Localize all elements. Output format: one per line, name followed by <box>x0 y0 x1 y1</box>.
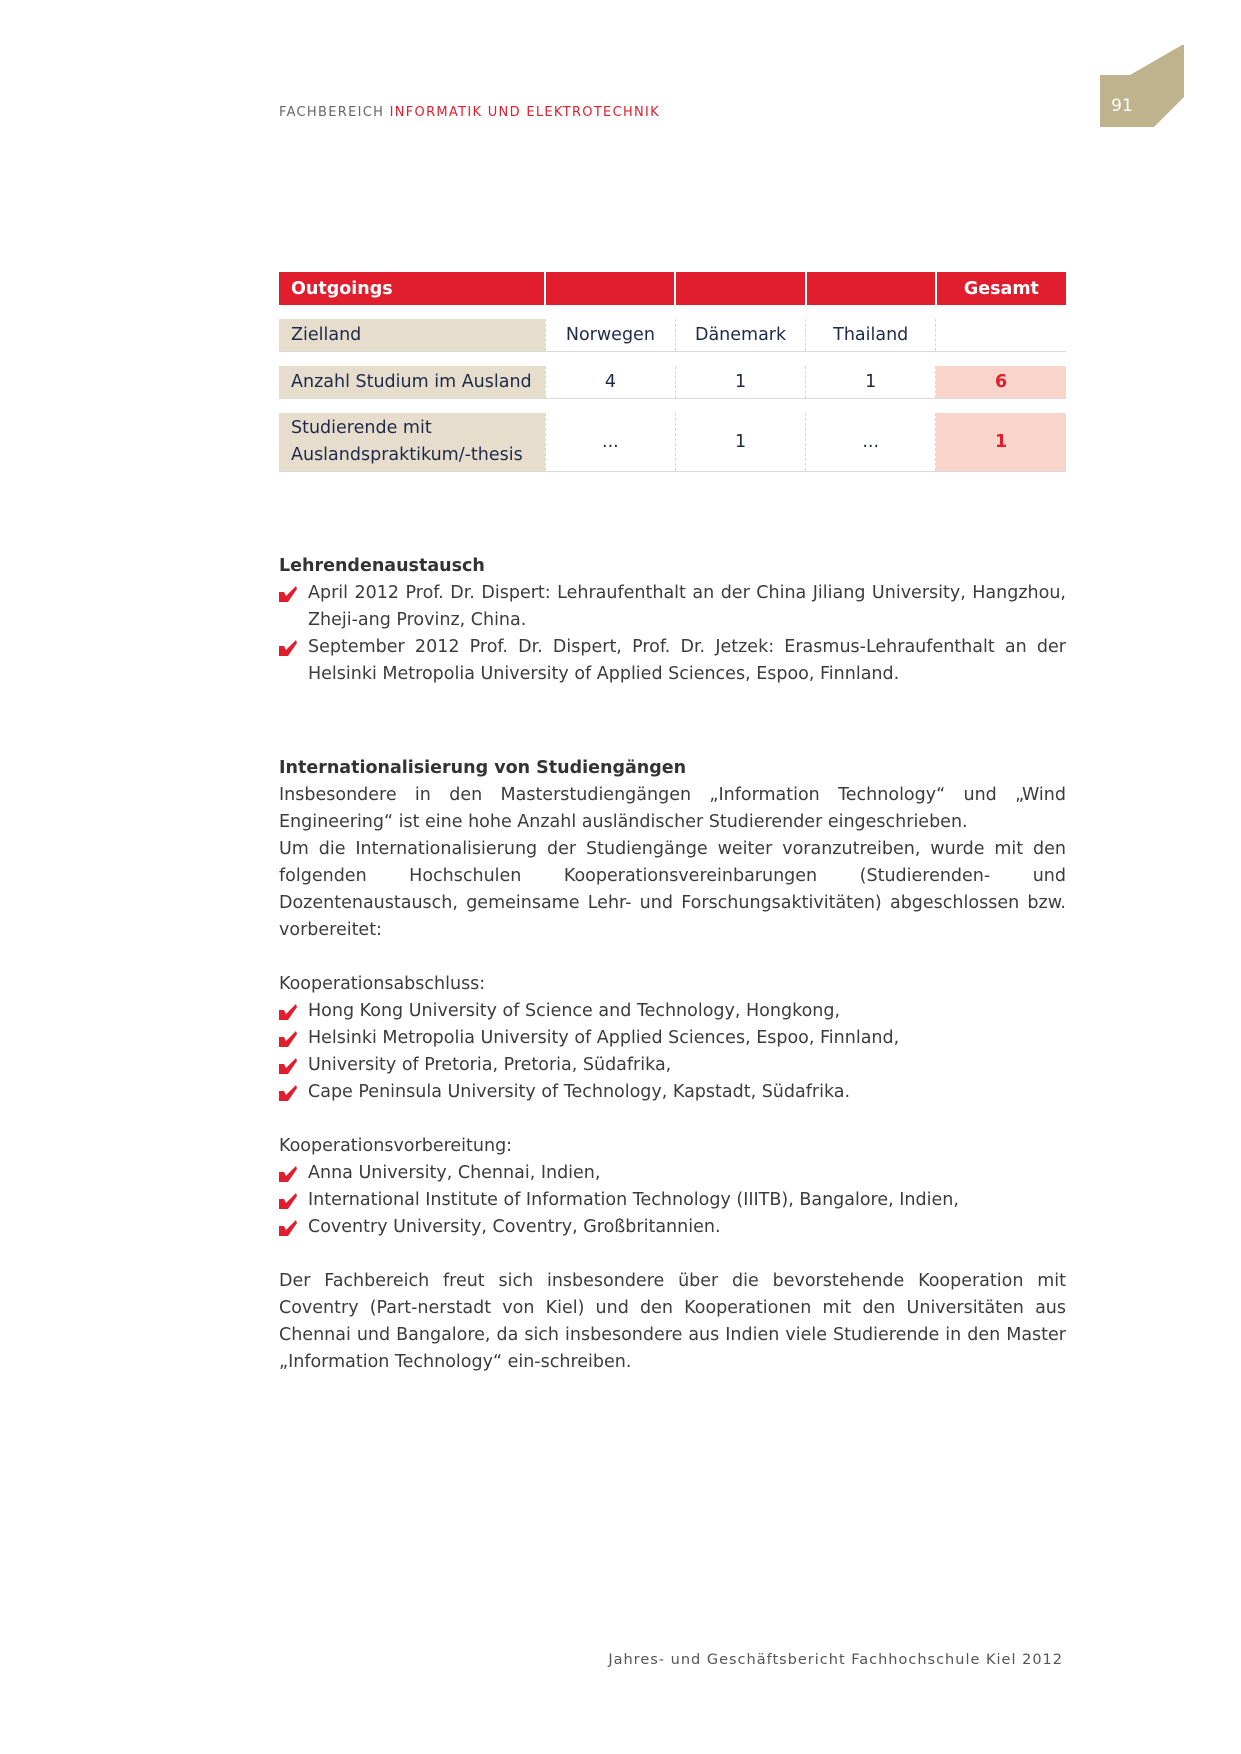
list-item-text: Cape Peninsula University of Technology, Kapstadt, Südafrika. <box>308 1082 851 1102</box>
row-label-line: Studierende mit <box>291 418 432 438</box>
check-bullet-icon <box>279 1031 297 1047</box>
paragraph: Um die Internationalisierung der Studiengänge weiter voranzutreiben, wurde mit den folgenden Hochschulen Kooperationsvereinbarungen (Studierenden- und Dozentenaustausch, gemeinsame Lehr- und Forschungsaktivitäten) abgeschlossen bzw. vorbereitet: <box>279 839 1066 940</box>
total-cell: 6 <box>936 366 1066 399</box>
list-item <box>279 1160 1066 1187</box>
list-item <box>279 998 1066 1025</box>
header-prefix: FACHBEREICH <box>279 105 385 120</box>
list-item-text: Helsinki Metropolia University of Applied Sciences, Espoo, Finnland, <box>308 1028 900 1048</box>
outgoings-table <box>279 272 1066 472</box>
list-item-text: Coventry University, Coventry, Großbritannien. <box>308 1217 721 1237</box>
list-item <box>279 1214 1066 1241</box>
table-cell: Thailand <box>806 319 936 352</box>
row-label: Zielland <box>279 319 545 352</box>
list-item <box>279 1025 1066 1052</box>
vorbereitung-list <box>279 1160 1066 1241</box>
list-item <box>279 580 1066 634</box>
table-cell: ... <box>806 413 936 472</box>
header-cell <box>675 272 805 305</box>
table-cell: ... <box>545 413 675 472</box>
table-cell: 1 <box>675 413 805 472</box>
body-content <box>279 553 1066 1376</box>
check-bullet-icon <box>279 640 297 656</box>
check-bullet-icon <box>279 1004 297 1020</box>
list-item-text: Anna University, Chennai, Indien, <box>308 1163 601 1183</box>
check-bullet-icon <box>279 586 297 602</box>
list-item <box>279 1187 1066 1214</box>
section-heading: Lehrendenaustausch <box>279 556 485 576</box>
check-bullet-icon <box>279 1085 297 1101</box>
list-label: Kooperationsvorbereitung: <box>279 1136 513 1156</box>
list-item <box>279 1079 1066 1106</box>
table-cell: 1 <box>806 366 936 399</box>
table-row <box>279 366 1066 399</box>
paragraph: Insbesondere in den Masterstudiengängen „Information Technology“ und „Wind Engineering“ ist eine hohe Anzahl ausländischer Studierender eingeschrieben. <box>279 785 1066 832</box>
list-item-text: Hong Kong University of Science and Technology, Hongkong, <box>308 1001 841 1021</box>
table-title: Outgoings <box>279 272 545 305</box>
section-heading: Internationalisierung von Studiengängen <box>279 758 687 778</box>
check-bullet-icon <box>279 1220 297 1236</box>
closing-paragraph: Der Fachbereich freut sich insbesondere über die bevorstehende Kooperation mit Coventry (Part-nerstadt von Kiel) und den Kooperationen mit den Universitäten aus Chennai und Bangalore, da sich insbesondere aus Indien viele Studierende in den Master „Information Technology“ ein-schreiben. <box>279 1271 1066 1372</box>
list-item-text: April 2012 Prof. Dr. Dispert: Lehraufenthalt an der China Jiliang University, Hangzhou, Zheji-ang Provinz, China. <box>308 583 1066 630</box>
row-label <box>279 413 545 472</box>
table-cell: Dänemark <box>675 319 805 352</box>
check-bullet-icon <box>279 1058 297 1074</box>
list-item <box>279 1052 1066 1079</box>
header-cell <box>806 272 936 305</box>
header-cell <box>545 272 675 305</box>
total-cell <box>936 319 1066 352</box>
table-cell: 4 <box>545 366 675 399</box>
list-item <box>279 634 1066 688</box>
row-label-line: Auslandspraktikum/-thesis <box>291 445 523 465</box>
abschluss-list <box>279 998 1066 1106</box>
table-row <box>279 319 1066 352</box>
total-cell: 1 <box>936 413 1066 472</box>
check-bullet-icon <box>279 1193 297 1209</box>
page-number: 91 <box>1111 96 1133 116</box>
list-item-text: International Institute of Information Technology (IIITB), Bangalore, Indien, <box>308 1190 959 1210</box>
list-item-text: September 2012 Prof. Dr. Dispert, Prof. Dr. Jetzek: Erasmus-Lehraufenthalt an der Helsinki Metropolia University of Applied Sciences, Espoo, Finnland. <box>308 637 1066 684</box>
total-header: Gesamt <box>936 272 1066 305</box>
row-label: Anzahl Studium im Ausland <box>279 366 545 399</box>
list-item-text: University of Pretoria, Pretoria, Südafrika, <box>308 1055 672 1075</box>
table-cell: 1 <box>675 366 805 399</box>
running-header <box>279 105 660 120</box>
page-footer: Jahres- und Geschäftsbericht Fachhochschule Kiel 2012 <box>608 1652 1063 1668</box>
table-header-row <box>279 272 1066 305</box>
table-row <box>279 413 1066 472</box>
list-label: Kooperationsabschluss: <box>279 974 486 994</box>
check-bullet-icon <box>279 1166 297 1182</box>
header-section: INFORMATIK UND ELEKTROTECHNIK <box>389 105 661 120</box>
lehrenden-list <box>279 580 1066 688</box>
table-cell: Norwegen <box>545 319 675 352</box>
